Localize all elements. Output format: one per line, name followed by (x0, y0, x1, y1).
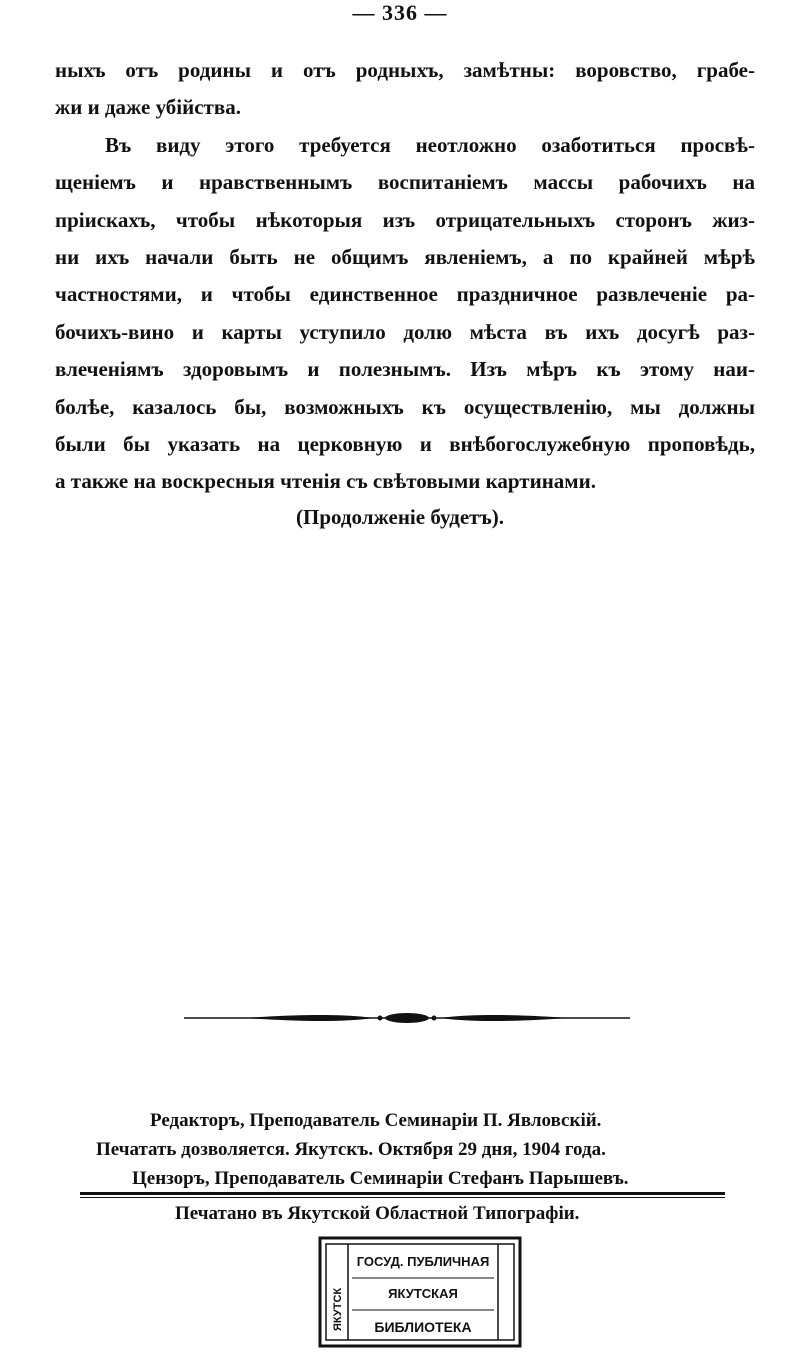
text-line: щеніемъ и нравственнымъ воспитаніемъ массы рабочихъ на (55, 170, 755, 195)
censor-line: Цензоръ, Преподаватель Семинаріи Стефанъ Парышевъ. (132, 1168, 629, 1189)
body-text (55, 52, 755, 501)
text-line: ныхъ отъ родины и отъ родныхъ, замѣтны: воровство, грабе- (55, 58, 755, 82)
permission-line: Печатать дозволяется. Якутскъ. Октября 29 дня, 1904 года. (96, 1139, 606, 1160)
library-stamp (318, 1236, 522, 1348)
text-line: были бы указать на церковную и внѣбогослужебную проповѣдь, (55, 431, 755, 456)
text-line: жи и даже убійства. (55, 95, 241, 120)
text-line: влеченіямъ здоровымъ и полезнымъ. Изъ мѣръ къ этому наи- (55, 357, 755, 382)
text-line: болѣе, казалось бы, возможныхъ къ осуществленію, мы должны (55, 394, 755, 419)
ornament-divider (184, 1011, 630, 1025)
text-line: Въ виду этого требуется неотложно озаботиться просвѣ- (105, 132, 755, 157)
stamp-top-text: ГОСУД. ПУБЛИЧНАЯ (356, 1254, 490, 1269)
stamp-bottom-text: БИБЛИОТЕКА (374, 1319, 472, 1335)
text-line: бочихъ-вино и карты уступило долю мѣста въ ихъ досугѣ раз- (55, 319, 755, 344)
text-line: а также на воскресныя чтенія съ свѣтовыми картинами. (55, 469, 596, 494)
text-line: частностями, и чтобы единственное праздничное развлеченіе ра- (55, 282, 755, 307)
editor-line: Редакторъ, Преподаватель Семинаріи П. Явловскій. (150, 1110, 602, 1131)
separator-rule-thin (80, 1197, 725, 1198)
continued-note: (Продолженіе будетъ). (296, 505, 504, 529)
stamp-side-text: ЯКУТСК (332, 1287, 344, 1331)
printer-line: Печатано въ Якутской Областной Типографіи. (175, 1203, 580, 1224)
stamp-middle-text: ЯКУТСКАЯ (388, 1286, 458, 1301)
text-line: пріискахъ, чтобы нѣкоторыя изъ отрицательныхъ сторонъ жиз- (55, 207, 755, 232)
text-line: ни ихъ начали быть не общимъ явленіемъ, а по крайней мѣрѣ (55, 244, 755, 269)
page-number: — 336 — (352, 0, 448, 25)
separator-rule (80, 1192, 725, 1195)
